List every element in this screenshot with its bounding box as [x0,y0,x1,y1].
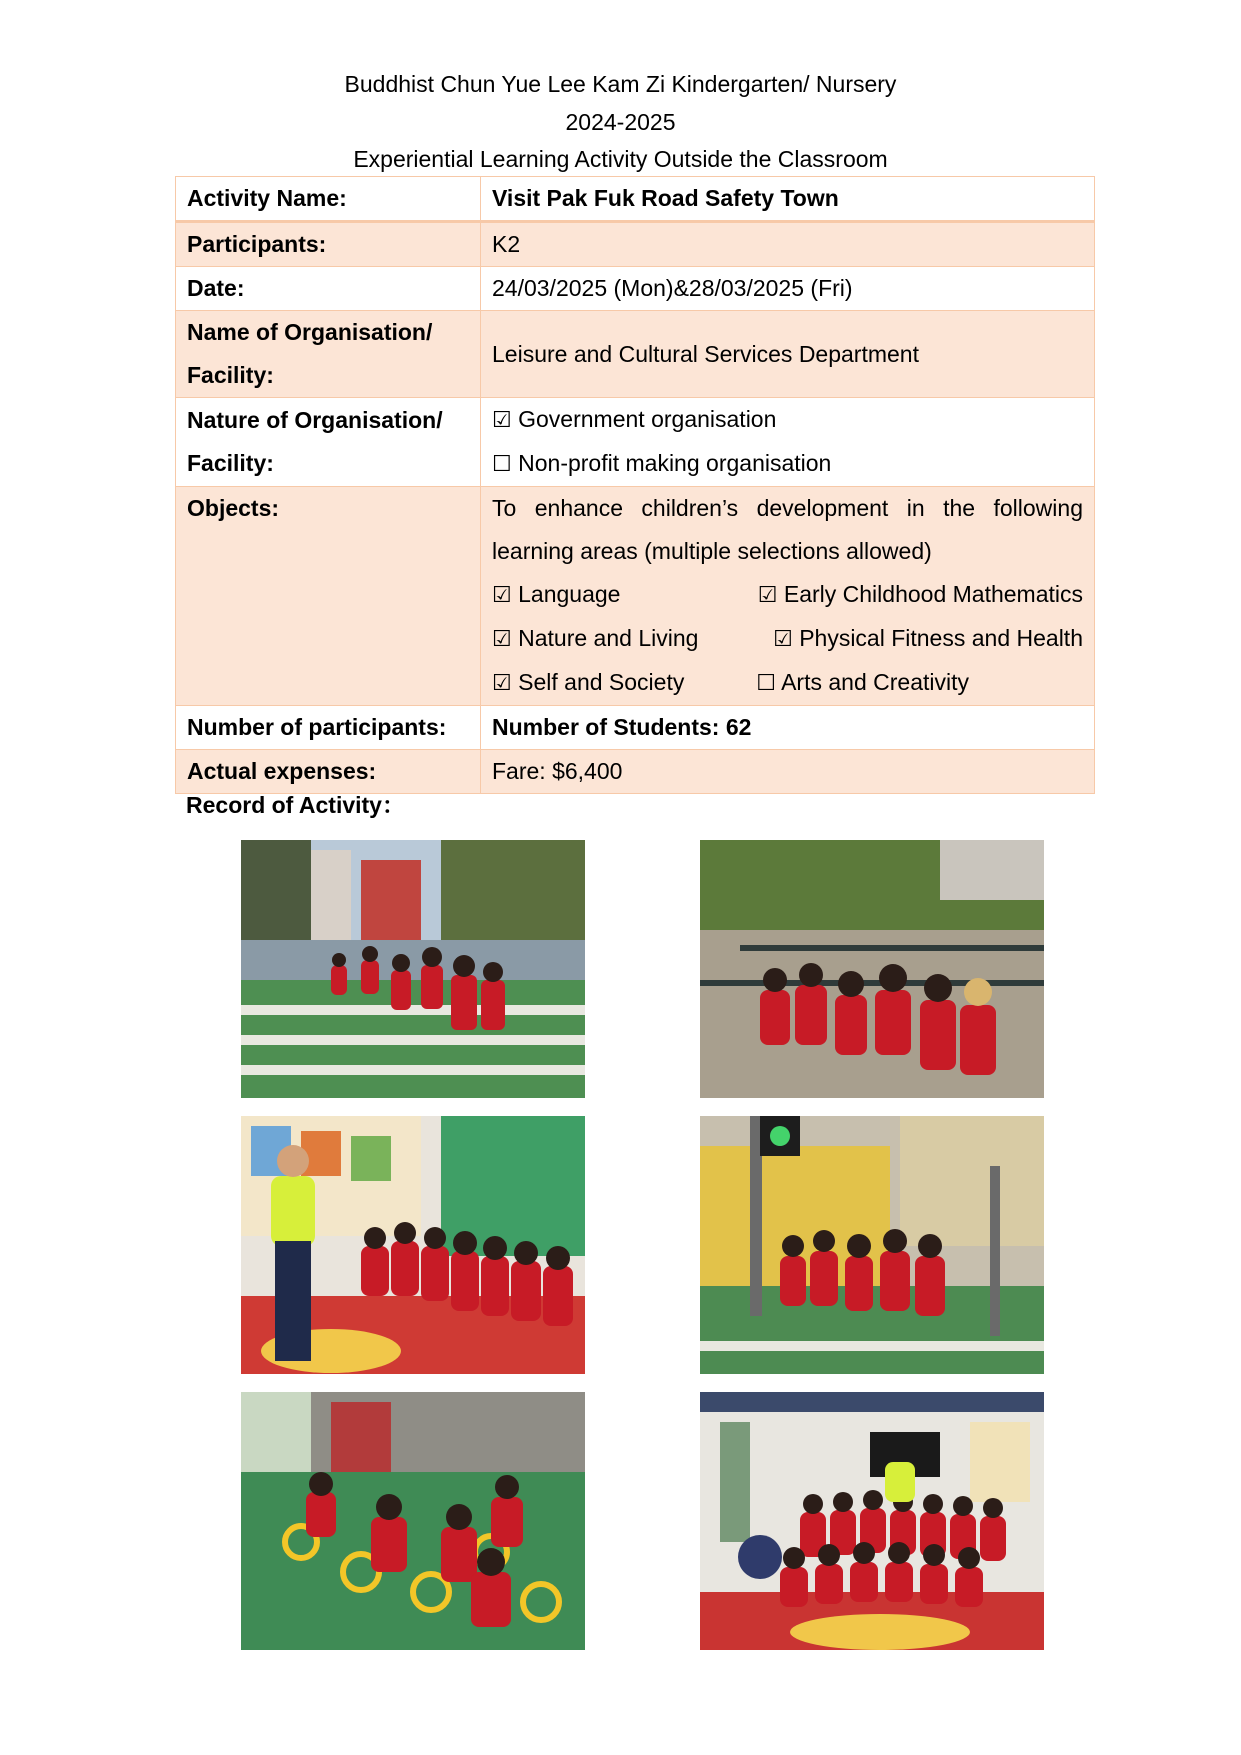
area-label: Language [518,581,621,607]
participants-label: Participants: [176,222,481,267]
row-org-nature [176,398,1095,487]
objects-areas-line-3 [492,661,1083,705]
area-physical-fitness [773,617,1083,661]
num-participants-value: Number of Students: 62 [481,706,1095,750]
org-nature-label-line2: Facility: [187,450,274,476]
activity-photo-1 [241,840,585,1098]
activity-photo-5 [241,1392,585,1650]
org-nature-options [481,398,1095,487]
date-label: Date: [176,267,481,311]
photo-tricycles-image [241,1392,585,1650]
area-label: Arts and Creativity [781,669,969,695]
row-objects [176,487,1095,706]
unchecked-box-icon: ☐ [492,452,512,477]
option-label: Government organisation [518,406,777,432]
participants-value: K2 [481,222,1095,267]
org-nature-label [176,398,481,487]
area-mathematics [758,573,1083,617]
org-name-label-line1: Name of Organisation/ [187,319,433,345]
objects-value [481,487,1095,706]
row-activity-name [176,177,1095,222]
area-label: Nature and Living [518,625,699,651]
checked-box-icon: ☑ [492,671,512,696]
activity-info-table [175,176,1095,794]
photo-traffic-light-image [700,1116,1044,1374]
objects-areas-line-2 [492,617,1083,661]
objects-areas-line-1 [492,573,1083,617]
objects-intro: To enhance children’s development in the following learning areas (multiple selections allowed) [492,495,1083,564]
activity-photo-6 [700,1392,1044,1650]
row-org-name [176,311,1095,398]
checked-box-icon: ☑ [492,583,512,608]
activity-photo-2 [700,840,1044,1098]
option-label: Non-profit making organisation [518,450,832,476]
checked-box-icon: ☑ [492,627,512,652]
org-name-label-line2: Facility: [187,362,274,388]
checked-box-icon: ☑ [773,627,793,652]
document-header [0,66,1241,179]
expenses-value: Fare: $6,400 [481,750,1095,794]
photo-bridge-image [700,840,1044,1098]
org-nature-option-government [492,398,1083,442]
area-self-society [492,661,684,705]
unchecked-box-icon: ☐ [756,671,776,696]
date-value: 24/03/2025 (Mon)&28/03/2025 (Fri) [481,267,1095,311]
activity-photo-3 [241,1116,585,1374]
org-name-label [176,311,481,398]
org-name-value: Leisure and Cultural Services Department [481,311,1095,398]
row-num-participants [176,706,1095,750]
row-participants [176,222,1095,267]
area-arts-creativity [756,661,969,705]
photo-crossing-image [241,840,585,1098]
photo-group-image [700,1392,1044,1650]
area-label: Physical Fitness and Health [799,625,1083,651]
photo-police-talk-image [241,1116,585,1374]
school-year: 2024-2025 [565,108,676,135]
row-date [176,267,1095,311]
school-name: Buddhist Chun Yue Lee Kam Zi Kindergarten/ Nursery [344,71,897,97]
record-of-activity-heading: Record of Activity： [186,792,405,818]
area-label: Early Childhood Mathematics [783,581,1083,607]
org-nature-label-line1: Nature of Organisation/ [187,407,443,433]
checked-box-icon: ☑ [757,583,778,608]
activity-photo-4 [700,1116,1044,1374]
objects-label: Objects: [176,487,481,706]
org-nature-option-nonprofit [492,442,1083,486]
expenses-label: Actual expenses: [176,750,481,794]
num-participants-label: Number of participants: [176,706,481,750]
area-language [492,573,620,617]
activity-name-value: Visit Pak Fuk Road Safety Town [481,177,1095,222]
checked-box-icon: ☑ [492,408,512,433]
area-nature-living [492,617,698,661]
document-subtitle: Experiential Learning Activity Outside the Classroom [353,146,888,172]
activity-name-label: Activity Name: [176,177,481,222]
area-label: Self and Society [518,669,685,695]
